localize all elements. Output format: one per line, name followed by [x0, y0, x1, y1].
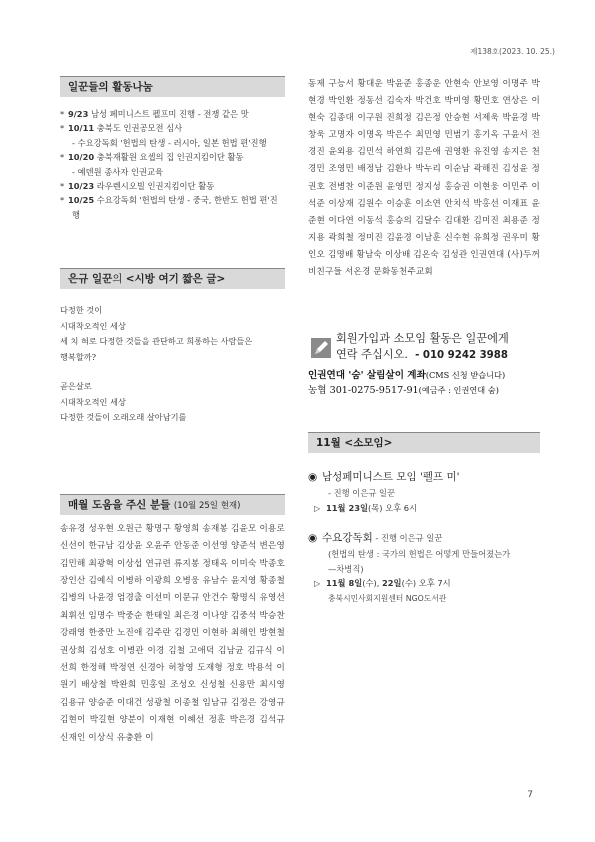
helpers-header: [60, 494, 285, 515]
meetings-month: 11월: [316, 437, 341, 450]
helpers-title: 매월 도움을 주신 분들: [68, 498, 171, 511]
activity-date: 9/23: [68, 109, 89, 119]
activities-header: [60, 76, 285, 97]
poem-header: [60, 268, 285, 289]
page-number: 7: [527, 790, 533, 800]
poem-line: 시대착오적인 세상: [60, 396, 126, 407]
account-note: (CMS 신청 받습니다): [425, 370, 506, 381]
target-bullet-icon: ◉: [308, 471, 318, 484]
poem-line: 시대착오적인 세상: [60, 320, 126, 331]
join-text: [308, 331, 540, 364]
meeting-2-when: ▷ 11월 8일(수), 22일(수) 오후 7시: [308, 576, 540, 592]
account-info: [308, 368, 540, 398]
join-notice: [308, 331, 540, 398]
poem-line: 다정한 것이: [60, 305, 103, 316]
join-line2: 연락 주십시오.: [336, 348, 408, 362]
activity-text: - 예덴원 종사자 인권교육: [72, 166, 164, 177]
activity-text: 라우렌시오빌 인권지킴이단 활동: [94, 181, 215, 192]
pencil-icon: [310, 337, 332, 359]
meeting-2-title-note: - 진행 이은규 일꾼: [372, 533, 443, 544]
meeting-2: [308, 530, 540, 606]
meetings-header: [308, 432, 540, 453]
helpers-date-note: (10월 25일 현재): [173, 500, 241, 511]
account-label: 인권연대 '숨' 살림살이 계좌: [308, 370, 426, 382]
activity-date: 10/20: [68, 152, 95, 163]
activity-date: 10/25: [68, 195, 95, 206]
poem-title-mid: 의: [112, 273, 126, 286]
right-column: [308, 76, 540, 606]
issue-number: 제138호(2023. 10. 25.): [470, 47, 555, 56]
activity-date: 10/23: [68, 181, 95, 192]
activity-item: [60, 179, 285, 193]
meetings-label: <소모임>: [344, 437, 393, 450]
activity-item: [60, 193, 285, 207]
poem-line: [60, 365, 285, 379]
join-phone: - 010 9242 3988: [415, 350, 508, 362]
poem-title-prefix: 은규 일꾼: [68, 273, 113, 286]
activity-text: 충북재활원 요셉의 집 인권지킴이단 활동: [94, 152, 244, 163]
meeting-2-place: 충북시민사회지원센터 NGO도서관: [328, 593, 447, 603]
account-number: 농협 301-0275-9517-91: [308, 385, 419, 397]
meeting-1-detail: - 진행 이은규 일꾼: [328, 488, 396, 499]
poem-line: 다정한 것들이 오래오래 살아남기를: [60, 412, 187, 423]
poem-body: [60, 303, 285, 426]
poem-line: 곧은살로: [60, 381, 92, 392]
activity-text: 수요강독회 '헌법의 탄생 - 중국, 한반도 헌법 편'진: [94, 195, 278, 206]
triangle-right-icon: ▷: [314, 503, 321, 513]
poem-line: 행복할까?: [60, 351, 97, 362]
activity-item: [60, 107, 285, 121]
activity-item: [60, 208, 285, 222]
helpers-names-left: 송유경 성우현 오원근 황명구 황영희 송재봉 김윤모 이용로 신선이 한규남 김상윤 오윤주 안동준 이선영 양준석 변은영 김민해 최광혁 이상섭 연규련 류지봉 정태옥 이미숙 박종호 장인산 김예식 이병하 이광희 오병웅 유남수 윤지영 황종철 김병의 나윤경 엄경출 이선미 이문규 안건수 황명식 유영선 최휘선 임명수 박중순 한태일 최은경 이나양 김중석 박승찬 강래영 한중만 노진애 김주란 김경민 이현하 최해인 방현철 권상희 김성호 이병관 이경 김철 고애덕 김남균 김규식 이선희 한정해 박정연 신경아 허창영 도재형 정호 박용석 이원기 배상철 박완희 민홍일 조성오 신성철 신용만 최시영 김용규 양승준 이대건 성광철 이종철 임남규 김정은 강영규 김현이 박길현 양분이 이재현 이혜선 정훈 박은경 김석규 신재인 이상식 유충환 이: [60, 523, 285, 743]
meeting-2-detail2: —차병직): [328, 563, 364, 574]
account-holder: (예금주 : 인권연대 숨): [418, 385, 499, 396]
activity-item: [60, 136, 285, 150]
meeting-1-when: ▷ 11월 23일(목) 오후 6시: [308, 501, 540, 517]
target-bullet-icon: ◉: [308, 532, 318, 545]
triangle-right-icon: ▷: [314, 579, 321, 589]
activity-text: 남성 페미니스트 펠프미 진행 - 전쟁 같은 맛: [88, 109, 249, 119]
meeting-2-title: 수요강독회: [322, 532, 373, 545]
helpers-names-right: 동제 구능서 황대운 박윤준 홍종운 안현숙 안보영 이명주 박현경 박인환 정동선 김숙자 박건호 박미영 황민호 연상은 이현숙 김종대 이구원 진희정 김은정 안승현 서제욱 박윤경 박창욱 고명자 이명옥 박은수 최민영 민범기 홍기옥 구윤서 전경진 윤외용 김민석 하연희 김은애 권영환 유진영 송지은 천경민 조영민 배정남 김환나 박누리 이순남 곽해진 김성윤 정권호 전병찬 이준원 윤영민 정지성 홍승권 이현웅 이민주 이석준 이상재 김원수 이승훈 이소연 안치석 박홍선 이재표 윤준현 이다연 이동석 홍승의 김달수 김대환 김미진 최용준 정지용 곽희철 정미진 김윤경 이남훈 신수현 유희정 권우미 황인오 김명배 황남숙 이상배 김온숙 김성관 인권연대 (사)두꺼비친구들 서온경 문화동천주교회: [308, 79, 540, 278]
activity-item: [60, 165, 285, 179]
activities-list: [60, 107, 285, 222]
activity-text: 충북도 인권공모전 심사: [94, 123, 183, 134]
meeting-1-title: 남성페미니스트 모임 '펠프 미': [322, 471, 460, 484]
activity-text: 행: [72, 209, 81, 220]
activity-item: [60, 121, 285, 135]
meeting-2-detail: (헌법의 탄생 : 국가의 헌법은 어떻게 만들어졌는가: [328, 549, 511, 560]
activities-title: 일꾼들의 활동나눔: [68, 81, 153, 93]
left-column: [60, 76, 285, 747]
activity-text: - 수요강독회 '헌법의 탄생 - 러시아, 일본 헌법 편'진행: [72, 137, 267, 148]
activity-item: [60, 150, 285, 164]
activity-date: 10/11: [68, 123, 95, 134]
meeting-1: [308, 469, 540, 516]
join-line1: 회원가입과 소모임 활동은 일꾼에게: [336, 332, 509, 346]
poem-line: 세 치 혀로 다정한 것들을 관단하고 희롱하는 사람들은: [60, 336, 253, 347]
poem-title-suffix: <시방 여기 짧은 글>: [125, 273, 226, 286]
